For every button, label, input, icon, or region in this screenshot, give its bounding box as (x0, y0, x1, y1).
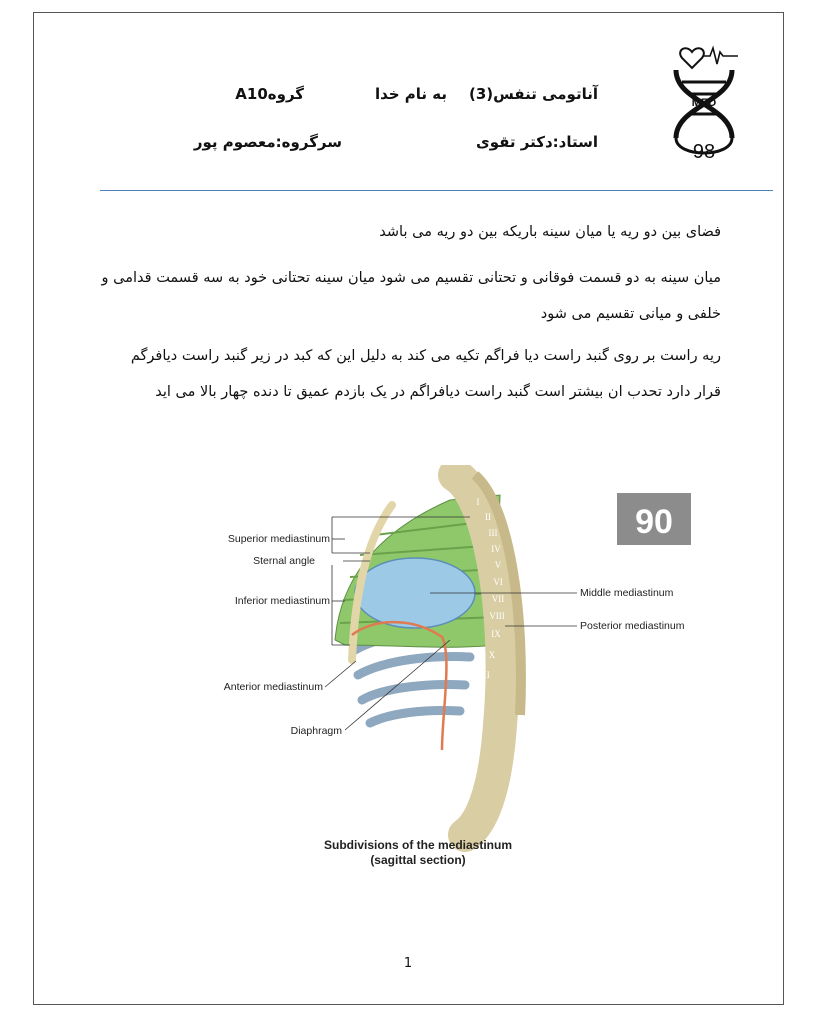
vertebra-label: IX (491, 629, 501, 639)
label-diaphragm: Diaphragm (290, 725, 342, 737)
logo-text: MED (691, 97, 717, 109)
group-label: گروهA10 (235, 85, 304, 103)
label-sternal-angle: Sternal angle (253, 555, 315, 567)
vertebra-label: IV (491, 544, 501, 554)
paragraph-3: ریه راست بر روی گنبد راست دیا فراگم تکیه می کند به دلیل این که کبد در زیر گنبد راست دیافرگم قرار دارد تحدب ان بیشتر است گنبد راست دیافراگم در یک بازدم عمیق تا دنده چهار بالا می اید (130, 348, 721, 400)
vertebra-label: III (488, 528, 498, 538)
bismillah: به نام خدا (374, 85, 447, 103)
instructor-label: استاد:دکتر تقوی (475, 133, 598, 151)
label-anterior-mediastinum: Anterior mediastinum (223, 681, 323, 693)
vertebra-label: I (476, 497, 480, 507)
label-posterior-mediastinum: Posterior mediastinum (580, 620, 685, 632)
logo-number: 98 (692, 141, 716, 163)
paragraph-1: فضای بین دو ریه یا میان سینه باریکه بین دو ریه می باشد (379, 224, 721, 240)
page-number: 1 (403, 956, 413, 971)
vertebra-label: XI (480, 670, 490, 680)
group-head-label: سرگروه:معصوم پور (193, 133, 342, 151)
vertebra-label: VI (493, 577, 503, 587)
figure-caption-line2: (sagittal section) (370, 853, 466, 867)
med98-logo (668, 42, 740, 166)
vertebra-label: II (485, 512, 491, 522)
figure-badge-number: 90 (635, 503, 673, 541)
mediastinum-figure (180, 465, 720, 875)
vertebra-label: V (494, 560, 502, 570)
course-title: آناتومی تنفس(3) (468, 85, 598, 103)
label-superior-mediastinum: Superior mediastinum (227, 533, 330, 545)
label-middle-mediastinum: Middle mediastinum (580, 587, 674, 599)
paragraph-2: میان سینه به دو قسمت فوقانی و تحتانی تقسیم می شود میان سینه تحتانی خود به سه قسمت قدامی و خلفی و میانی تقسیم می شود (101, 270, 721, 322)
vertebra-label: X (488, 650, 496, 660)
vertebra-label: XII (469, 694, 483, 704)
header-divider (100, 190, 773, 191)
vertebra-label: VII (491, 594, 505, 604)
figure-caption-line1: Subdivisions of the mediastinum (323, 838, 513, 852)
vertebra-label: VIII (489, 611, 505, 621)
label-inferior-mediastinum: Inferior mediastinum (234, 595, 330, 607)
